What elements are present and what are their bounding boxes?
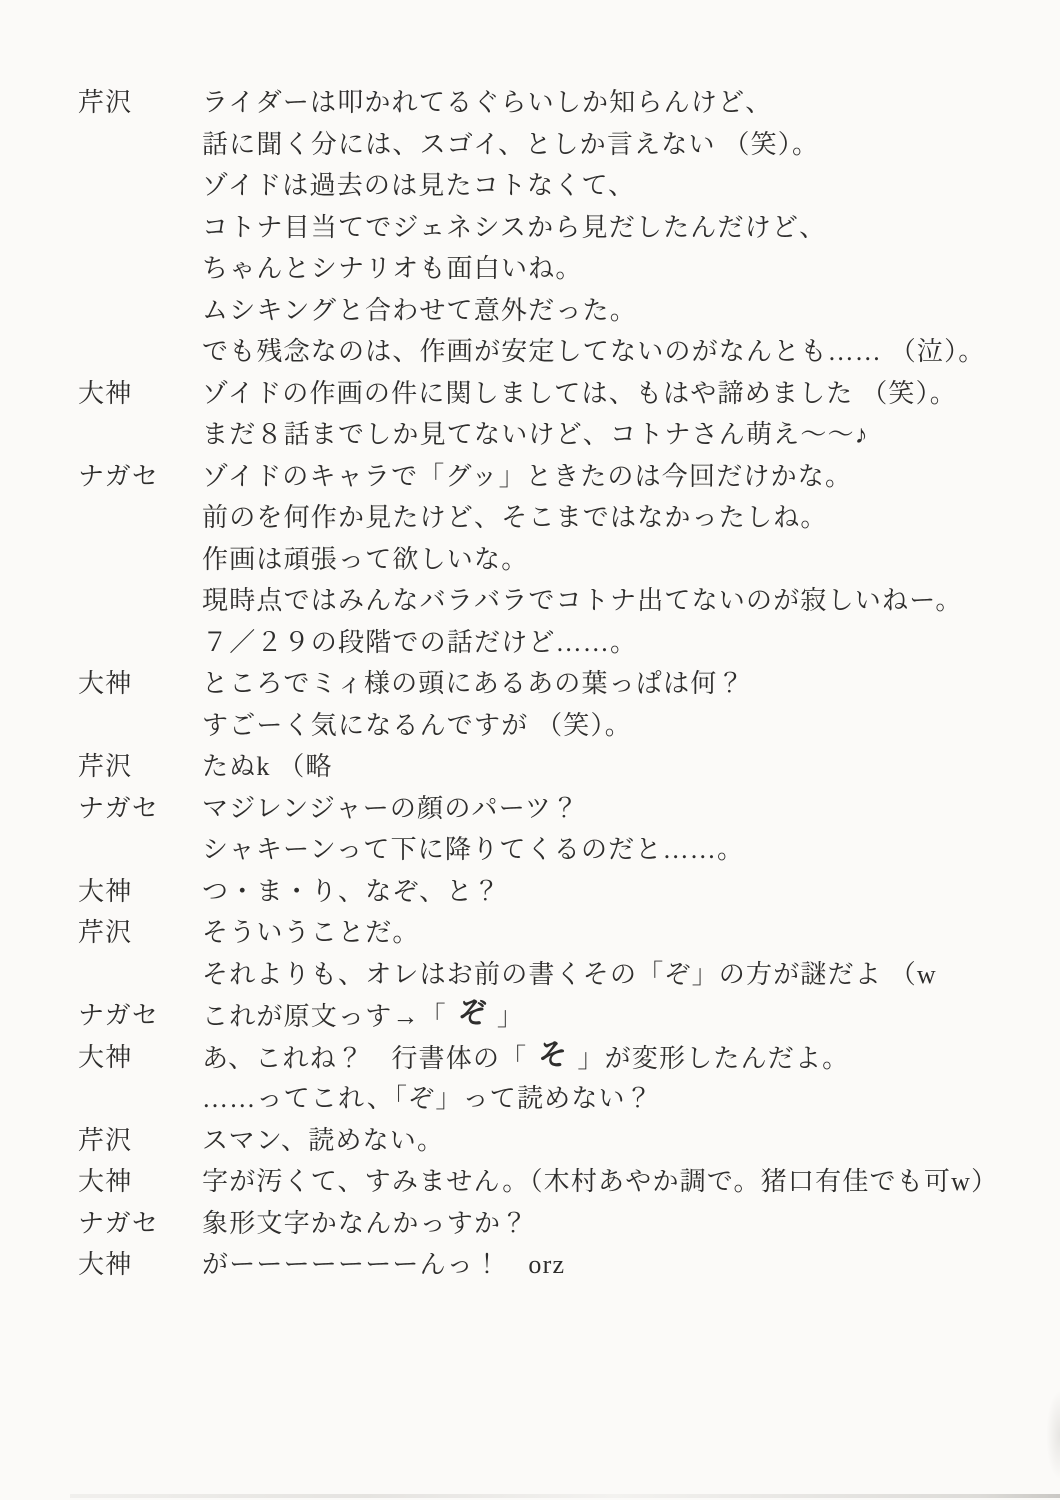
dialogue-text xyxy=(202,954,937,996)
dialogue-line xyxy=(0,248,1060,290)
dialogue-text-segment: そういうことだ。 xyxy=(202,918,420,947)
dialogue-text xyxy=(202,456,852,498)
speaker-name: ナガセ xyxy=(78,793,160,823)
dialogue-line xyxy=(0,746,1060,788)
speaker-name: 芹沢 xyxy=(78,1125,133,1155)
dialogue-text-segment: それよりも、オレはお前の書くその「ぞ」の方が謎だよ （w xyxy=(202,959,937,989)
dialogue-transcript xyxy=(0,82,1060,1286)
dialogue-text xyxy=(202,1203,528,1245)
dialogue-line xyxy=(0,622,1060,664)
speaker-name: 大神 xyxy=(78,669,133,698)
dialogue-text xyxy=(202,497,828,539)
dialogue-text-segment: すごーく気になるんですが （笑）。 xyxy=(202,710,632,740)
dialogue-text-segment: 話に聞く分には、スゴイ、としか言えない （笑）。 xyxy=(202,129,820,159)
dialogue-text xyxy=(202,82,772,124)
dialogue-text xyxy=(202,788,579,830)
dialogue-text xyxy=(202,829,744,871)
dialogue-text xyxy=(202,1161,998,1203)
dialogue-text-segment: でも残念なのは、作画が安定してないのがなんとも…… （泣）。 xyxy=(202,337,986,366)
dialogue-line xyxy=(0,290,1060,332)
dialogue-text xyxy=(202,705,632,747)
dialogue-line xyxy=(0,456,1060,498)
dialogue-text-segment: ゾイドは過去のは見たコトなくて、 xyxy=(202,171,636,200)
speaker-name: 芹沢 xyxy=(78,752,133,781)
dialogue-line xyxy=(0,1161,1060,1203)
dialogue-line xyxy=(0,1120,1060,1162)
dialogue-line xyxy=(0,165,1060,207)
dialogue-text-segment: つ・ま・り、なぞ、と？ xyxy=(202,876,501,906)
dialogue-text xyxy=(202,539,528,581)
dialogue-line xyxy=(0,331,1060,373)
dialogue-line xyxy=(0,705,1060,747)
dialogue-text xyxy=(202,580,963,622)
dialogue-text-segment: ゾイドの作画の件に関しましては、もはや諦めました （笑）。 xyxy=(202,378,958,408)
dialogue-text-segment: ……ってこれ、「ぞ」って読めない？ xyxy=(202,1084,653,1113)
speaker-name: ナガセ xyxy=(78,461,160,491)
dialogue-text xyxy=(202,622,637,664)
dialogue-text-segment: これが原文っす→「 xyxy=(202,1002,447,1031)
dialogue-text-segment: 現時点ではみんなバラバラでコトナ出てないのが寂しいねー。 xyxy=(202,586,963,615)
speaker-name: 大神 xyxy=(78,1042,133,1072)
speaker-name: ナガセ xyxy=(78,1001,160,1030)
dialogue-text-segment: スマン、読めない。 xyxy=(202,1125,445,1155)
dialogue-text xyxy=(202,373,957,415)
handwritten-character: そ xyxy=(536,1035,571,1075)
dialogue-text xyxy=(202,331,986,373)
dialogue-text-segment: がーーーーーーーんっ！ orz xyxy=(202,1250,566,1279)
dialogue-line xyxy=(0,373,1060,415)
dialogue-line xyxy=(0,414,1060,456)
dialogue-line xyxy=(0,829,1060,871)
dialogue-text-segment: 前のを何作か見たけど、そこまではなかったしね。 xyxy=(202,503,828,532)
dialogue-text-segment: コトナ目当てでジェネシスから見だしたんだけど、 xyxy=(202,212,827,242)
dialogue-text-segment: あ、これね？ 行書体の「 xyxy=(202,1043,528,1073)
dialogue-line xyxy=(0,912,1060,954)
dialogue-text xyxy=(202,1120,444,1162)
dialogue-text-segment: たぬk （略 xyxy=(202,752,333,781)
dialogue-text-segment: 字が汚くて、すみません。（木村あやか調で。猪口有佳でも可w） xyxy=(202,1167,999,1196)
dialogue-text-segment: 象形文字かなんかっすか？ xyxy=(202,1208,529,1238)
speaker-name: 芹沢 xyxy=(78,88,133,117)
dialogue-line xyxy=(0,788,1060,830)
dialogue-text xyxy=(202,165,635,207)
dialogue-line xyxy=(0,663,1060,705)
dialogue-text-segment: まだ８話までしか見てないけど、コトナさん萌え～～♪ xyxy=(202,420,870,449)
dialogue-text-segment: ムシキングと合わせて意外だった。 xyxy=(202,295,637,325)
speaker-name: 大神 xyxy=(78,1167,133,1196)
dialogue-text-segment: ところでミィ様の頭にあるあの葉っぱは何？ xyxy=(202,669,745,698)
dialogue-line xyxy=(0,1078,1060,1120)
dialogue-text xyxy=(202,207,826,249)
speaker-name: 大神 xyxy=(78,876,133,906)
dialogue-line xyxy=(0,1244,1060,1286)
dialogue-text-segment: ちゃんとシナリオも面白いね。 xyxy=(202,254,583,283)
dialogue-line xyxy=(0,1203,1060,1245)
dialogue-line xyxy=(0,871,1060,913)
dialogue-text-segment: マジレンジャーの顔のパーツ？ xyxy=(202,793,580,823)
dialogue-line xyxy=(0,497,1060,539)
dialogue-line xyxy=(0,995,1060,1037)
dialogue-line xyxy=(0,124,1060,166)
speaker-name: 大神 xyxy=(78,378,133,408)
speaker-name: ナガセ xyxy=(78,1208,160,1238)
dialogue-text xyxy=(202,746,333,788)
dialogue-line xyxy=(0,954,1060,996)
dialogue-text xyxy=(202,248,583,290)
dialogue-text xyxy=(202,1037,849,1080)
dialogue-line xyxy=(0,539,1060,581)
dialogue-text xyxy=(202,995,524,1038)
dialogue-text-segment: 作画は頑張って欲しいな。 xyxy=(202,544,529,574)
dialogue-text xyxy=(202,871,501,913)
dialogue-text xyxy=(202,290,637,332)
dialogue-line xyxy=(0,82,1060,124)
dialogue-text xyxy=(202,414,869,456)
dialogue-text xyxy=(202,124,819,166)
dialogue-text xyxy=(202,1244,565,1286)
dialogue-text-segment: 」 xyxy=(496,1002,525,1031)
dialogue-text-segment: ライダーは叩かれてるぐらいしか知らんけど、 xyxy=(202,88,773,117)
handwritten-character: ぞ xyxy=(455,994,490,1033)
dialogue-text xyxy=(202,912,420,954)
speaker-name: 大神 xyxy=(78,1250,133,1279)
dialogue-text-segment: シャキーンって下に降りてくるのだと……。 xyxy=(202,835,745,864)
dialogue-text-segment: 」が変形したんだよ。 xyxy=(577,1043,850,1073)
dialogue-text-segment: ７／２９の段階での話だけど……。 xyxy=(202,627,638,657)
dialogue-line xyxy=(0,580,1060,622)
dialogue-text xyxy=(202,1078,653,1120)
dialogue-line xyxy=(0,207,1060,249)
dialogue-text-segment: ゾイドのキャラで「グッ」ときたのは今回だけかな。 xyxy=(202,461,853,491)
dialogue-text xyxy=(202,663,745,705)
speaker-name: 芹沢 xyxy=(78,918,133,947)
dialogue-line xyxy=(0,1037,1060,1079)
